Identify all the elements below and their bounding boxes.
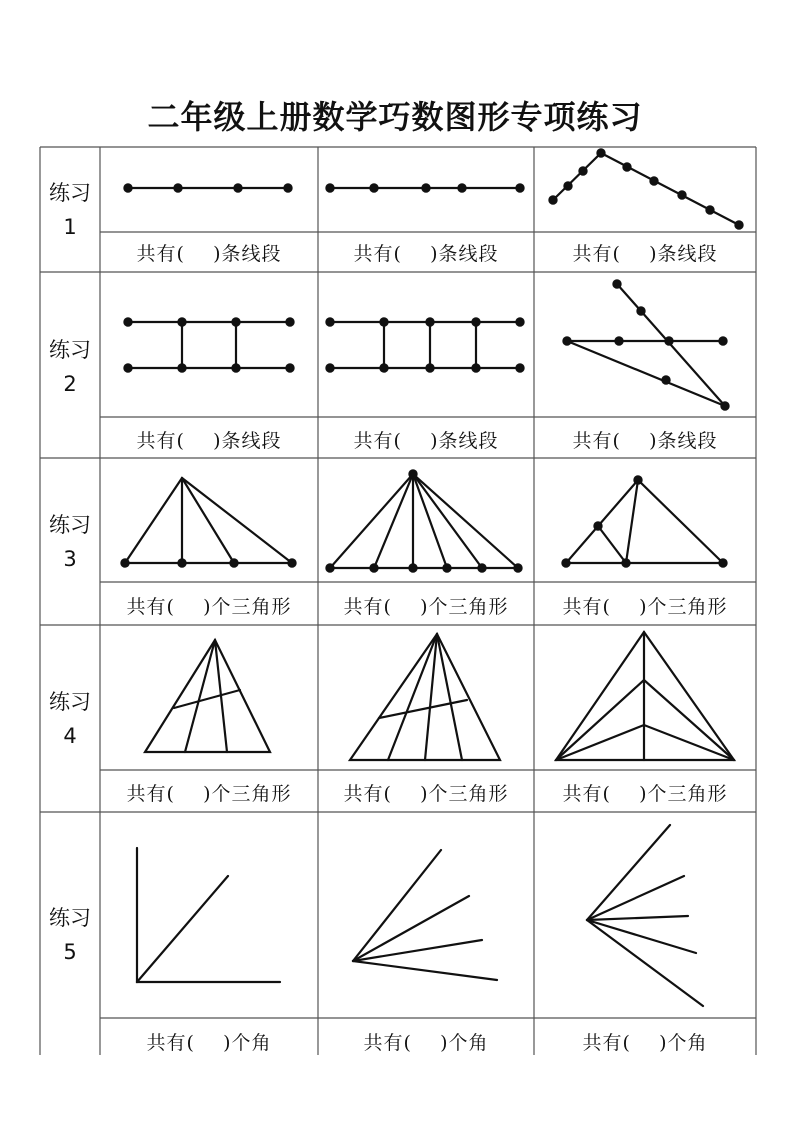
caption-4-2: 共有( )个三角形 <box>343 783 509 805</box>
figure-1-1 <box>124 184 291 191</box>
figure-1-2 <box>326 184 523 191</box>
caption-4-3: 共有( )个三角形 <box>562 783 728 805</box>
caption-5-3: 共有( )个角 <box>582 1032 708 1054</box>
figure-2-2 <box>326 318 523 371</box>
row-label-text: 练习 <box>49 513 91 537</box>
row-label-number: 4 <box>63 724 77 748</box>
caption-4-1: 共有( )个三角形 <box>126 783 292 805</box>
row-label-number: 1 <box>63 215 77 239</box>
page-title: 二年级上册数学巧数图形专项练习 <box>147 98 643 136</box>
row-label-3 <box>40 508 100 576</box>
figure-3-3 <box>562 476 726 566</box>
figure-5-2 <box>353 850 497 980</box>
caption-3-3: 共有( )个三角形 <box>562 596 728 618</box>
row-label-text: 练习 <box>49 338 91 362</box>
figure-5-3 <box>587 825 703 1006</box>
caption-3-1: 共有( )个三角形 <box>126 596 292 618</box>
figure-4-1 <box>145 640 270 752</box>
caption-5-2: 共有( )个角 <box>363 1032 489 1054</box>
row-label-4 <box>40 685 100 753</box>
row-label-1 <box>40 176 100 244</box>
caption-5-1: 共有( )个角 <box>146 1032 272 1054</box>
caption-2-1: 共有( )条线段 <box>136 430 282 452</box>
row-label-number: 3 <box>63 547 77 571</box>
caption-1-2: 共有( )条线段 <box>353 243 499 265</box>
figure-2-1 <box>124 318 293 371</box>
caption-1-3: 共有( )条线段 <box>572 243 718 265</box>
row-label-number: 5 <box>63 940 77 964</box>
figure-1-3 <box>549 149 742 228</box>
figure-5-1 <box>137 848 280 982</box>
row-label-number: 2 <box>63 372 77 396</box>
row-label-text: 练习 <box>49 906 91 930</box>
row-label-5 <box>40 901 100 969</box>
caption-1-1: 共有( )条线段 <box>136 243 282 265</box>
figure-2-3 <box>563 280 728 409</box>
row-label-text: 练习 <box>49 181 91 205</box>
row-label-text: 练习 <box>49 690 91 714</box>
caption-2-3: 共有( )条线段 <box>572 430 718 452</box>
figure-4-2 <box>350 634 500 760</box>
figure-4-3 <box>556 632 734 760</box>
figure-3-1 <box>121 478 295 567</box>
row-label-2 <box>40 333 100 401</box>
figure-3-2 <box>326 470 521 571</box>
caption-2-2: 共有( )条线段 <box>353 430 499 452</box>
caption-3-2: 共有( )个三角形 <box>343 596 509 618</box>
